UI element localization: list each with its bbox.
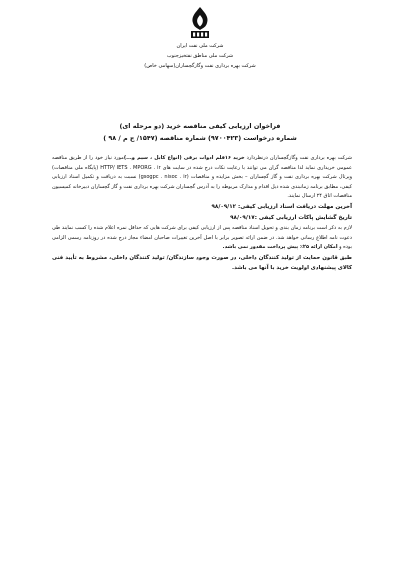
nioc-flame-logo-icon — [188, 6, 212, 40]
company-header — [0, 41, 400, 71]
tender-title — [0, 120, 400, 144]
purchase-item-highlight: خرید ۱۶قلم ادوات برقی (انواع کابل ، سیم و...) — [123, 155, 245, 161]
envelope-opening-date: تاریخ گشایش پاکات ارزیابی کیفی :۹۸/۰۹/۱۷ — [230, 214, 352, 221]
prepayment-note: امکان ارائه ۲۵٪ پیش پرداخت مقدور نمی باشد. — [222, 244, 338, 251]
header-line-gachsaran: شرکت بهره برداری نفت وگازگچساران(سهامی خاص) — [144, 63, 256, 69]
intro-text-rest: مورد نیاز خود را از طریق مناقصه عمومی خریداری نماید لذا مناقصه گران می توانند با رعایت نکات درج شده در سایت های HTTP/ IETS . MPORG . ir (پایگاه ملی مناقصات) وپرتال شرکت بهره برداری نفت و گاز گچساران – بخش مزایده و مناقصات (gsogpc . nisoc . ir) نسبت به دریافت و تکمیل اسناد ارزیابی کیفی، مطابق برنامه زمانبندی شده ذیل اقدام و مدارک مربوطه را به آدرس گچساران شرکت بهره برداری نفت و گاز گچساران دبیرخانه کمیسیون مناقصات اتاق ۲۴ ارسال نمایند. — [52, 155, 353, 200]
intro-paragraph — [52, 154, 352, 202]
header-line-nioc: شرکت ملی نفت ایران — [176, 43, 224, 49]
tender-body — [52, 154, 352, 274]
header-line-nisoc: شرکت ملی مناطق نفتخیزجنوب — [166, 53, 234, 59]
tender-request-number: شماره درخواست (۹۷۰۰۴۲۳) شماره مناقصه (۱۵۴۷/ ج م / ۹۸ ) — [103, 134, 297, 142]
document-deadline: آخرین مهلت دریافت اسناد ارزیابی کیفی: ۹۸/۰۹/۱۲ — [211, 203, 352, 210]
domestic-producers-paragraph: طبق قانون حمایت از تولید کنندگان داخلی، در صورت وجود سازندگان/ تولید کنندگان داخلی، مشروط به تأیید فنی کالای پیشنهادی اولویت خرید با آنها می باشد. — [52, 254, 352, 272]
notes-text: لازم به ذکر است برنامه زمان بندی و تحویل اسناد مناقصه پس از ارزیابی کیفی برای شرکت هایی که حداقل نمره اعلام شده را کسب نمایند طی دعوت نامه اطلاع رسانی خواهد شد. در ضمن ارائه تصویر برابر با اصل آخرین تغییرات صاحبان امضاء مجاز درج شده در روزنامه رسمی الزامی بوده و — [52, 224, 352, 251]
intro-text-start: شرکت بهره برداری نفت وگازگچساران درنظردارد — [244, 155, 352, 161]
tender-title-main: فراخوان ارزیابی کیفی مناقصه خرید (دو مرحله ای) — [119, 122, 281, 130]
notes-paragraph — [52, 224, 352, 253]
